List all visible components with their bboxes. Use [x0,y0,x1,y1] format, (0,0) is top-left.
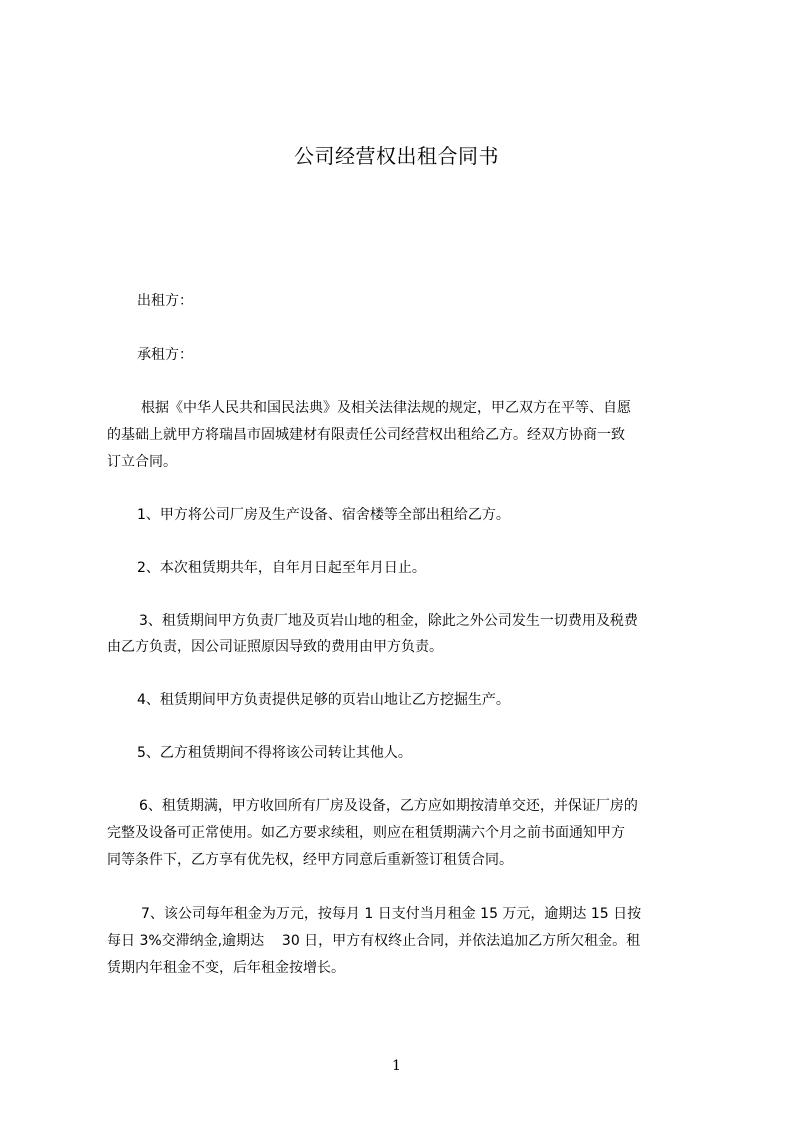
clause-6-line-2: 完整及设备可正常使用。如乙方要求续租，则应在租赁期满六个月之前书面通知甲方 [107,825,625,841]
preamble-line-1: 根据《中华人民共和国民法典》及相关法律法规的规定，甲乙双方在平等、自愿 [141,400,631,416]
clause-1-line-1: 1、甲方将公司厂房及生产设备、宿舍楼等全部出租给乙方。 [137,507,510,523]
clause-3-line-2: 由乙方负责，因公司证照原因导致的费用由甲方负责。 [107,639,443,655]
clause-4-line-1: 4、租赁期间甲方负责提供足够的页岩山地让乙方挖掘生产。 [137,692,510,708]
preamble-line-3: 订立合同。 [107,454,177,470]
clause-5-line-1: 5、乙方租赁期间不得将该公司转让其他人。 [137,745,412,761]
clause-7-line-1: 7、该公司每年租金为万元，按每月 1 日支付当月租金 15 万元，逾期达 15 日按 [141,906,642,922]
page-number: 1 [392,1058,401,1074]
clause-6-line-3: 同等条件下，乙方享有优先权，经甲方同意后重新签订租赁合同。 [107,852,513,868]
clause-2-line-1: 2、本次租赁期共年，自年月日起至年月日止。 [137,560,426,576]
lessor-label: 出租方： [137,293,193,309]
lessee-label: 承租方： [137,347,193,363]
clause-3-line-1: 3、租赁期间甲方负责厂地及页岩山地的租金，除此之外公司发生一切费用及税费 [139,613,638,629]
preamble-line-2: 的基础上就甲方将瑞昌市固城建材有限责任公司经营权出租给乙方。经双方协商一致 [107,427,625,443]
clause-6-line-1: 6、租赁期满，甲方收回所有厂房及设备，乙方应如期按清单交还，并保证厂房的 [139,798,638,814]
clause-7-line-3: 赁期内年租金不变，后年租金按增长。 [107,960,345,976]
document-title: 公司经营权出租合同书 [294,144,499,168]
clause-7-line-2: 每日 3%交滞纳金,逾期达 30 日，甲方有权终止合同，并依法追加乙方所欠租金。租 [107,933,641,949]
